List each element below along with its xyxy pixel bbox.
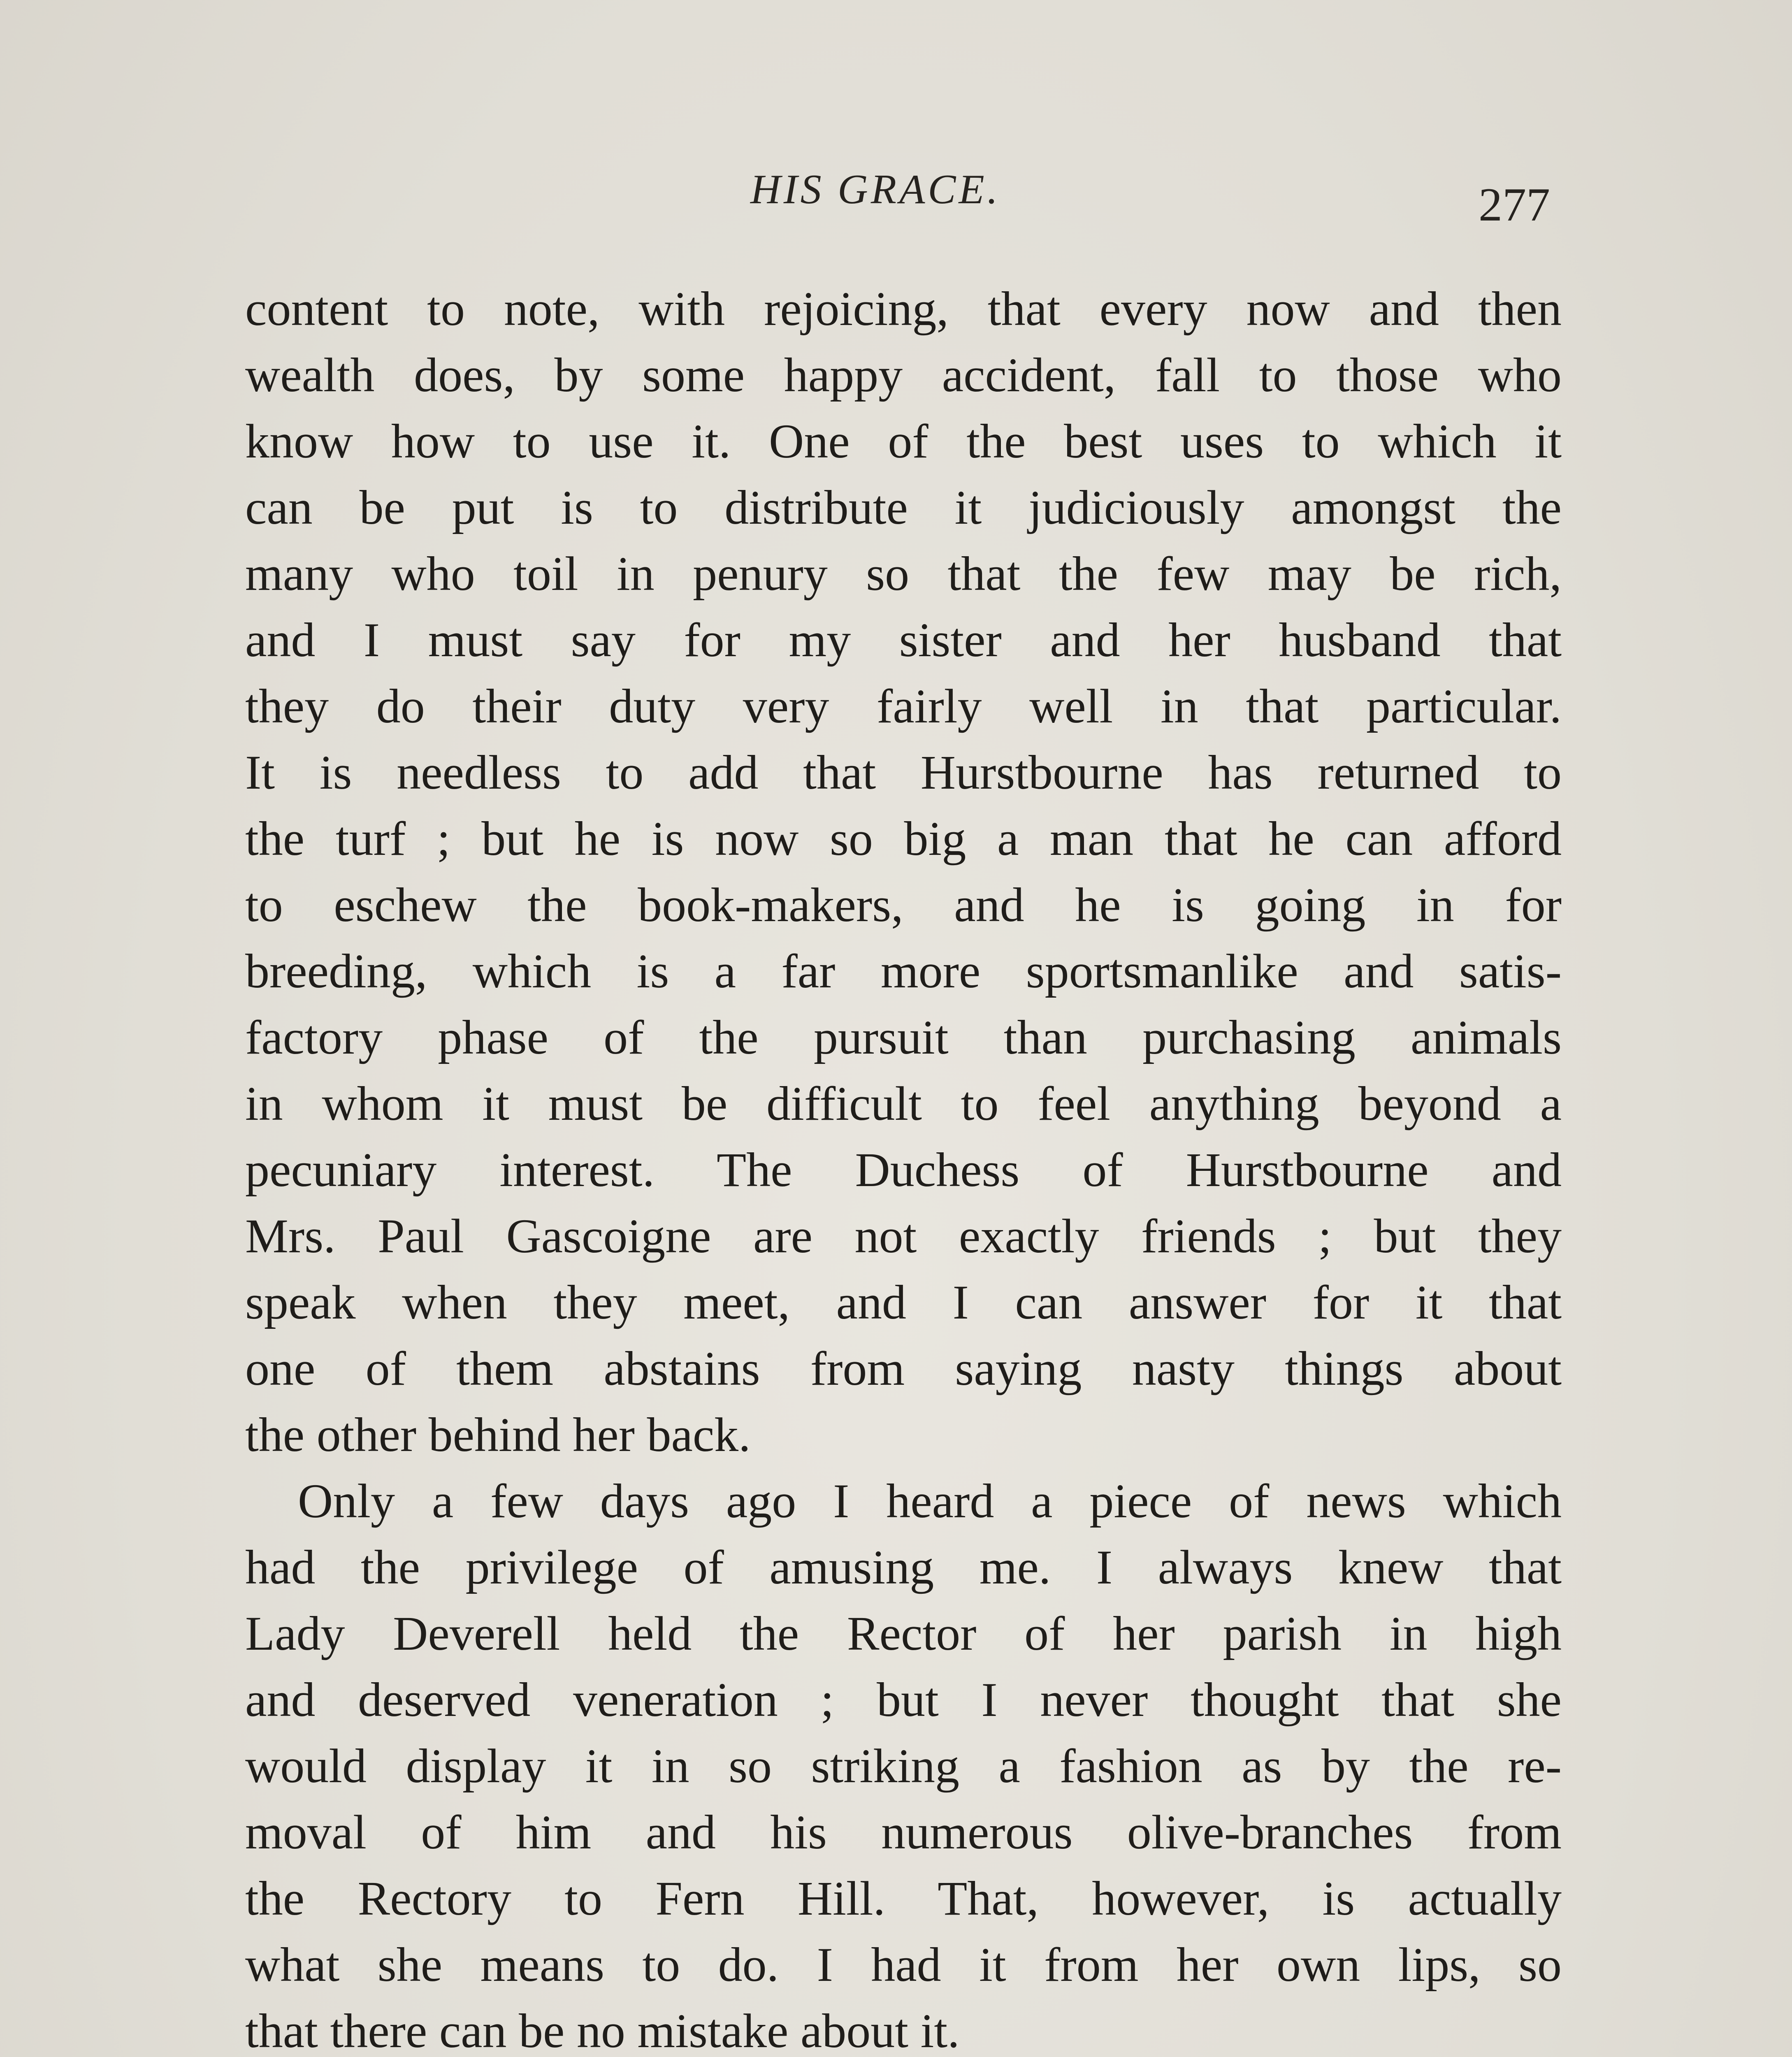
- text-line: what she means to do. I had it from her own lips, so: [245, 1938, 1562, 1992]
- text-line: and I must say for my sister and her husband that: [245, 613, 1562, 667]
- text-line: the turf ; but he is now so big a man that he can afford: [245, 812, 1562, 866]
- text-line: breeding, which is a far more sportsmanlike and satis-: [245, 944, 1562, 998]
- text-line: know how to use it. One of the best uses to which it: [245, 414, 1562, 468]
- text-line: one of them abstains from saying nasty things about: [245, 1342, 1562, 1395]
- text-line: that there can be no mistake about it.: [245, 2004, 960, 2057]
- text-line: can be put is to distribute it judiciously amongst the: [245, 481, 1562, 534]
- text-line: Only a few days ago I heard a piece of news which: [298, 1474, 1562, 1528]
- text-line: had the privilege of amusing me. I always knew that: [245, 1540, 1562, 1594]
- running-head: HIS GRACE.: [750, 166, 1001, 213]
- paragraph: [245, 276, 1562, 1468]
- text-line: Mrs. Paul Gascoigne are not exactly friends ; but they: [245, 1209, 1562, 1263]
- text-line: they do their duty very fairly well in that particular.: [245, 679, 1562, 733]
- page-number: 277: [1479, 179, 1550, 231]
- text-line: to eschew the book-makers, and he is going in for: [245, 878, 1562, 932]
- paragraph: [245, 1468, 1562, 2057]
- text-line: It is needless to add that Hurstbourne has returned to: [245, 745, 1562, 799]
- text-line: in whom it must be difficult to feel anything beyond a: [245, 1077, 1562, 1131]
- text-line: many who toil in penury so that the few may be rich,: [245, 547, 1562, 601]
- text-line: speak when they meet, and I can answer for it that: [245, 1275, 1562, 1329]
- text-line: content to note, with rejoicing, that every now and then: [245, 282, 1562, 336]
- text-line: Lady Deverell held the Rector of her parish in high: [245, 1607, 1562, 1660]
- text-line: the Rectory to Fern Hill. That, however, is actually: [245, 1871, 1562, 1925]
- text-line: would display it in so striking a fashion as by the re-: [245, 1739, 1562, 1793]
- text-line: moval of him and his numerous olive-branches from: [245, 1805, 1562, 1859]
- text-line: factory phase of the pursuit than purchasing animals: [245, 1010, 1562, 1064]
- text-line: wealth does, by some happy accident, fall to those who: [245, 348, 1562, 402]
- text-block: [245, 276, 1562, 2057]
- text-line: pecuniary interest. The Duchess of Hurstbourne and: [245, 1143, 1562, 1197]
- text-line: and deserved veneration ; but I never thought that she: [245, 1673, 1562, 1727]
- text-line: the other behind her back.: [245, 1408, 751, 1462]
